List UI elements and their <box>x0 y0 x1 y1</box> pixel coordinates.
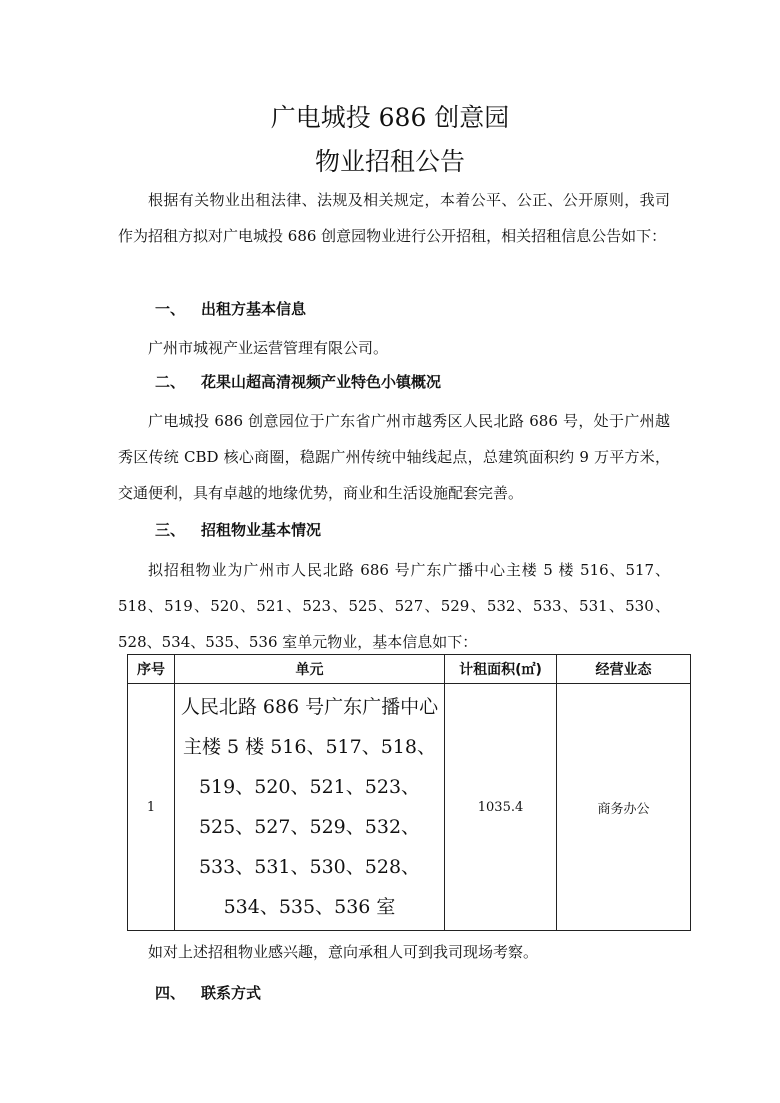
header-use: 经营业态 <box>557 655 691 684</box>
lessor-paragraph: 广州市城视产业运营管理有限公司。 <box>148 339 389 357</box>
section-heading-4 <box>155 981 261 1005</box>
header-unit: 单元 <box>175 655 445 684</box>
property-paragraph: 拟招租物业为广州市人民北路 686 号广东广播中心主楼 5 楼 516、517、518、519、520、521、523、525、527、529、532、533、531、530、528、534、535、536 室单元物业，基本信息如下： <box>118 561 670 651</box>
cell-use: 商务办公 <box>557 684 691 931</box>
visit-paragraph: 如对上述招租物业感兴趣，意向承租人可到我司现场考察。 <box>148 943 539 961</box>
cell-area: 1035.4 <box>445 684 557 931</box>
table-header-row <box>128 655 691 684</box>
overview-paragraph: 广电城投 686 创意园位于广东省广州市越秀区人民北路 686 号，处于广州越秀区传统 CBD 核心商圈，稳踞广州传统中轴线起点，总建筑面积约 9 万平方米，交通便利，具有卓越的地缘优势，商业和生活设施配套完善。 <box>118 412 670 502</box>
property-table <box>127 654 691 931</box>
section-title: 联系方式 <box>201 984 262 1002</box>
header-area: 计租面积(㎡) <box>445 655 557 684</box>
section-number: 四、 <box>155 984 186 1002</box>
section-title: 出租方基本信息 <box>201 300 307 318</box>
section-title: 招租物业基本情况 <box>201 521 322 539</box>
cell-unit: 人民北路 686 号广东广播中心主楼 5 楼 516、517、518、519、520、521、523、525、527、529、532、533、531、530、528、534、535、536 室 <box>175 684 445 931</box>
section-heading-2 <box>155 370 441 394</box>
intro-paragraph: 根据有关物业出租法律、法规及相关规定，本着公平、公正、公开原则，我司作为招租方拟对广电城投 686 创意园物业进行公开招租，相关招租信息公告如下： <box>118 191 670 245</box>
title-line-1: 广电城投 686 创意园 <box>270 103 510 132</box>
title-line-2: 物业招租公告 <box>314 147 465 176</box>
section-number: 三、 <box>155 521 186 539</box>
section-heading-1 <box>155 297 306 321</box>
section-number: 二、 <box>155 373 186 391</box>
header-no: 序号 <box>128 655 175 684</box>
section-title: 花果山超高清视频产业特色小镇概况 <box>201 373 442 391</box>
table-row <box>128 684 691 931</box>
section-number: 一、 <box>155 300 186 318</box>
section-heading-3 <box>155 518 321 542</box>
cell-no: 1 <box>128 684 175 931</box>
